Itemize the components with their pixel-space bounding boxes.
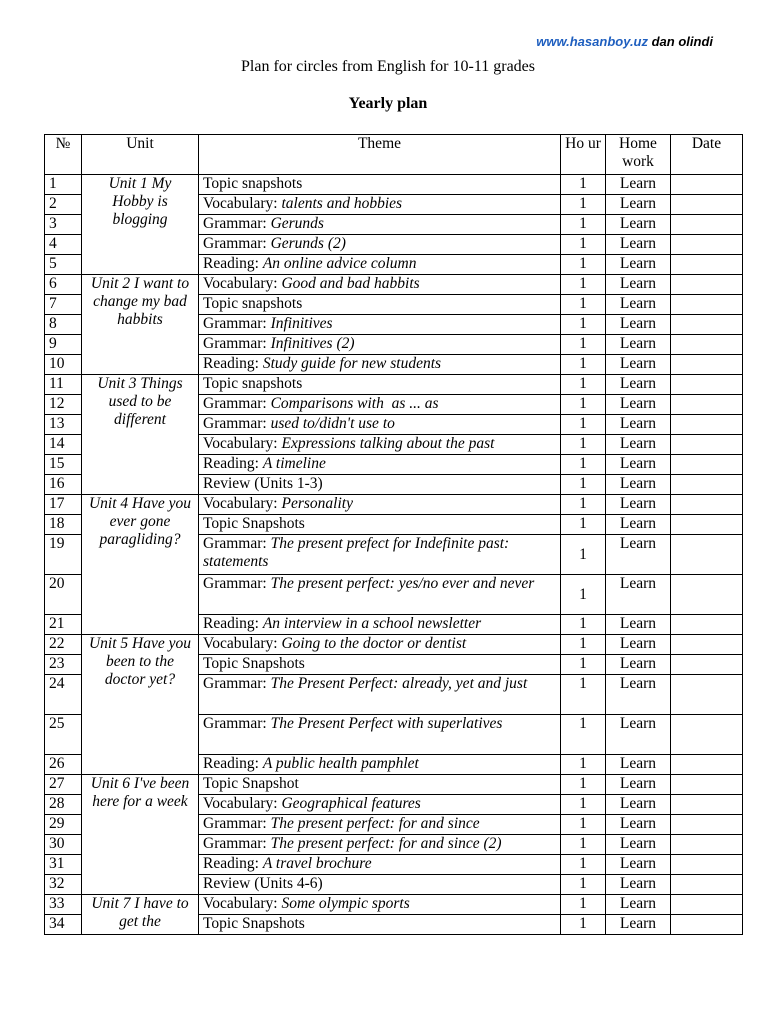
hour-cell: 1 [561,755,606,775]
theme-cell [199,275,561,295]
theme-detail: The present perfect: yes/no ever and never [270,575,535,592]
unit-name: Unit 5 Have you been to the doctor yet? [82,635,199,775]
row-number: 15 [45,455,82,475]
homework-cell: Learn [606,515,671,535]
homework-cell: Learn [606,235,671,255]
date-cell[interactable] [671,795,743,815]
theme-label: Vocabulary: [203,435,282,452]
date-cell[interactable] [671,195,743,215]
theme-cell [199,655,561,675]
unit-name: Unit 7 I have to get the [82,895,199,935]
hour-cell: 1 [561,355,606,375]
hour-cell: 1 [561,915,606,935]
date-cell[interactable] [671,855,743,875]
hour-cell: 1 [561,795,606,815]
date-cell[interactable] [671,475,743,495]
theme-detail: A timeline [262,455,326,472]
hour-cell: 1 [561,635,606,655]
hour-cell: 1 [561,875,606,895]
theme-detail: The Present Perfect with superlatives [270,715,503,732]
homework-cell: Learn [606,835,671,855]
homework-cell: Learn [606,215,671,235]
homework-cell: Learn [606,635,671,655]
column-header-homework: Home work [606,135,671,175]
hour-cell: 1 [561,375,606,395]
theme-cell [199,255,561,275]
theme-cell [199,375,561,395]
row-number: 8 [45,315,82,335]
homework-cell: Learn [606,715,671,755]
theme-detail: Personality [281,495,353,512]
date-cell[interactable] [671,655,743,675]
theme-cell [199,895,561,915]
row-number: 29 [45,815,82,835]
hour-cell: 1 [561,195,606,215]
row-number: 9 [45,335,82,355]
theme-detail: An online advice column [262,255,417,272]
theme-detail: Infinitives (2) [270,335,355,352]
hour-cell: 1 [561,535,606,575]
theme-label: Grammar: [203,715,271,732]
hour-cell: 1 [561,335,606,355]
hour-cell: 1 [561,615,606,635]
homework-cell: Learn [606,775,671,795]
homework-cell: Learn [606,895,671,915]
date-cell[interactable] [671,835,743,855]
date-cell[interactable] [671,315,743,335]
homework-cell: Learn [606,915,671,935]
theme-label: Vocabulary: [203,635,282,652]
hour-cell: 1 [561,295,606,315]
homework-cell: Learn [606,675,671,715]
theme-cell [199,755,561,775]
theme-cell [199,855,561,875]
theme-detail: Going to the doctor or dentist [281,635,467,652]
theme-label: Review (Units 1-3) [203,475,323,492]
row-number: 18 [45,515,82,535]
theme-label: Topic snapshots [203,375,303,392]
document-title: Plan for circles from English for 10-11 grades [241,58,535,75]
theme-cell [199,495,561,515]
homework-cell: Learn [606,275,671,295]
theme-detail: talents and hobbies [281,195,403,212]
theme-detail: Gerunds [270,215,324,232]
date-cell[interactable] [671,235,743,255]
theme-label: Reading: [203,755,263,772]
homework-cell: Learn [606,855,671,875]
date-cell[interactable] [671,275,743,295]
theme-label: Topic Snapshots [203,915,305,932]
theme-cell [199,455,561,475]
document-subtitle: Yearly plan [348,95,428,112]
unit-name: Unit 2 I want to change my bad habbits [82,275,199,375]
theme-detail: Good and bad habbits [281,275,420,292]
row-number: 25 [45,715,82,755]
hour-cell: 1 [561,855,606,875]
homework-cell: Learn [606,615,671,635]
theme-detail: A travel brochure [262,855,372,872]
homework-cell: Learn [606,295,671,315]
theme-detail: Comparisons with as ... as [270,395,439,412]
table-header-row [45,135,743,175]
date-cell[interactable] [671,415,743,435]
date-cell[interactable] [671,755,743,775]
theme-cell [199,395,561,415]
theme-label: Vocabulary: [203,195,282,212]
date-cell[interactable] [671,215,743,235]
table-row [45,175,743,195]
table-row [45,375,743,395]
column-header-hour: Ho ur [561,135,606,175]
theme-label: Grammar: [203,335,271,352]
date-cell[interactable] [671,495,743,515]
theme-cell [199,355,561,375]
row-number: 1 [45,175,82,195]
theme-cell [199,635,561,655]
theme-cell [199,515,561,535]
hour-cell: 1 [561,715,606,755]
date-cell[interactable] [671,635,743,655]
hour-cell: 1 [561,435,606,455]
row-number: 10 [45,355,82,375]
table-row [45,895,743,915]
source-suffix: dan olindi [648,34,713,49]
theme-label: Reading: [203,355,263,372]
date-cell[interactable] [671,455,743,475]
table-row [45,275,743,295]
unit-name: Unit 3 Things used to be different [82,375,199,495]
row-number: 17 [45,495,82,515]
row-number: 19 [45,535,82,575]
homework-cell: Learn [606,375,671,395]
hour-cell: 1 [561,895,606,915]
theme-cell [199,715,561,755]
date-cell[interactable] [671,335,743,355]
theme-cell [199,915,561,935]
homework-cell: Learn [606,255,671,275]
unit-name: Unit 6 I've been here for a week [82,775,199,895]
hour-cell: 1 [561,275,606,295]
hour-cell: 1 [561,815,606,835]
theme-detail: Infinitives [270,315,333,332]
row-number: 21 [45,615,82,635]
theme-detail: used to/didn't use to [270,415,395,432]
theme-label: Review (Units 4-6) [203,875,323,892]
source-site-link[interactable]: www.hasanboy.uz [536,34,648,49]
row-number: 33 [45,895,82,915]
theme-cell [199,175,561,195]
row-number: 28 [45,795,82,815]
hour-cell: 1 [561,655,606,675]
row-number: 26 [45,755,82,775]
homework-cell: Learn [606,415,671,435]
date-cell[interactable] [671,515,743,535]
hour-cell: 1 [561,775,606,795]
hour-cell: 1 [561,395,606,415]
theme-label: Topic snapshots [203,295,303,312]
theme-cell [199,875,561,895]
hour-cell: 1 [561,235,606,255]
homework-cell: Learn [606,315,671,335]
theme-cell [199,775,561,795]
theme-label: Vocabulary: [203,495,282,512]
theme-label: Reading: [203,455,263,472]
column-header-unit: Unit [82,135,199,175]
theme-cell [199,575,561,615]
hour-cell: 1 [561,255,606,275]
date-cell[interactable] [671,775,743,795]
theme-detail: The present perfect: for and since (2) [270,835,502,852]
hour-cell: 1 [561,495,606,515]
row-number: 4 [45,235,82,255]
row-number: 27 [45,775,82,795]
homework-cell: Learn [606,495,671,515]
date-cell[interactable] [671,435,743,455]
row-number: 22 [45,635,82,655]
theme-label: Topic Snapshots [203,515,305,532]
theme-detail: Gerunds (2) [270,235,346,252]
theme-label: Reading: [203,615,263,632]
theme-cell [199,415,561,435]
theme-cell [199,195,561,215]
theme-label: Grammar: [203,835,271,852]
table-row [45,635,743,655]
row-number: 30 [45,835,82,855]
theme-detail: The present perfect: for and since [270,815,480,832]
date-cell[interactable] [671,535,743,575]
row-number: 24 [45,675,82,715]
theme-cell [199,435,561,455]
theme-label: Vocabulary: [203,795,282,812]
homework-cell: Learn [606,435,671,455]
date-cell[interactable] [671,895,743,915]
row-number: 14 [45,435,82,455]
date-cell[interactable] [671,875,743,895]
hour-cell: 1 [561,675,606,715]
theme-label: Vocabulary: [203,895,282,912]
unit-name: Unit 4 Have you ever gone paragliding? [82,495,199,635]
theme-cell [199,235,561,255]
theme-label: Reading: [203,255,263,272]
yearly-plan-table [44,134,743,935]
homework-cell: Learn [606,575,671,615]
homework-cell: Learn [606,535,671,575]
hour-cell: 1 [561,175,606,195]
row-number: 32 [45,875,82,895]
row-number: 13 [45,415,82,435]
theme-detail: Some olympic sports [281,895,410,912]
row-number: 11 [45,375,82,395]
hour-cell: 1 [561,455,606,475]
theme-cell [199,315,561,335]
homework-cell: Learn [606,355,671,375]
theme-cell [199,295,561,315]
theme-label: Grammar: [203,215,271,232]
theme-detail: A public health pamphlet [262,755,419,772]
theme-cell [199,615,561,635]
homework-cell: Learn [606,335,671,355]
date-cell[interactable] [671,375,743,395]
homework-cell: Learn [606,815,671,835]
theme-label: Grammar: [203,535,271,552]
table-row [45,775,743,795]
theme-cell [199,535,561,575]
date-cell[interactable] [671,395,743,415]
date-cell[interactable] [671,815,743,835]
date-cell[interactable] [671,175,743,195]
date-cell[interactable] [671,295,743,315]
theme-detail: An interview in a school newsletter [262,615,482,632]
table-row [45,495,743,515]
row-number: 23 [45,655,82,675]
theme-detail: Study guide for new students [262,355,442,372]
unit-name: Unit 1 My Hobby is blogging [82,175,199,275]
theme-label: Topic Snapshots [203,655,305,672]
homework-cell: Learn [606,875,671,895]
row-number: 5 [45,255,82,275]
theme-detail: Expressions talking about the past [281,435,495,452]
homework-cell: Learn [606,655,671,675]
table-body [45,175,743,935]
theme-cell [199,835,561,855]
column-header-number: № [45,135,82,175]
theme-label: Grammar: [203,575,271,592]
date-cell[interactable] [671,255,743,275]
hour-cell: 1 [561,835,606,855]
homework-cell: Learn [606,395,671,415]
date-cell[interactable] [671,355,743,375]
row-number: 16 [45,475,82,495]
homework-cell: Learn [606,795,671,815]
date-cell[interactable] [671,575,743,615]
column-header-theme: Theme [199,135,561,175]
row-number: 6 [45,275,82,295]
homework-cell: Learn [606,755,671,775]
theme-label: Topic snapshots [203,175,303,192]
theme-detail: The present prefect for Indefinite past: statements [203,535,514,570]
theme-label: Grammar: [203,815,271,832]
date-cell[interactable] [671,715,743,755]
source-watermark [536,34,713,49]
hour-cell: 1 [561,575,606,615]
hour-cell: 1 [561,215,606,235]
hour-cell: 1 [561,415,606,435]
hour-cell: 1 [561,515,606,535]
theme-cell [199,215,561,235]
row-number: 34 [45,915,82,935]
row-number: 3 [45,215,82,235]
homework-cell: Learn [606,455,671,475]
theme-cell [199,335,561,355]
column-header-date: Date [671,135,743,175]
theme-label: Grammar: [203,675,271,692]
theme-label: Grammar: [203,395,271,412]
row-number: 20 [45,575,82,615]
homework-cell: Learn [606,195,671,215]
theme-label: Vocabulary: [203,275,282,292]
homework-cell: Learn [606,475,671,495]
row-number: 2 [45,195,82,215]
row-number: 12 [45,395,82,415]
theme-label: Topic Snapshot [203,775,299,792]
theme-label: Grammar: [203,315,271,332]
row-number: 31 [45,855,82,875]
theme-cell [199,475,561,495]
theme-cell [199,815,561,835]
homework-cell: Learn [606,175,671,195]
date-cell[interactable] [671,675,743,715]
theme-detail: The Present Perfect: already, yet and just [270,675,528,692]
hour-cell: 1 [561,475,606,495]
date-cell[interactable] [671,915,743,935]
row-number: 7 [45,295,82,315]
theme-cell [199,675,561,715]
date-cell[interactable] [671,615,743,635]
theme-detail: Geographical features [281,795,421,812]
theme-cell [199,795,561,815]
theme-label: Grammar: [203,235,271,252]
theme-label: Grammar: [203,415,271,432]
hour-cell: 1 [561,315,606,335]
theme-label: Reading: [203,855,263,872]
